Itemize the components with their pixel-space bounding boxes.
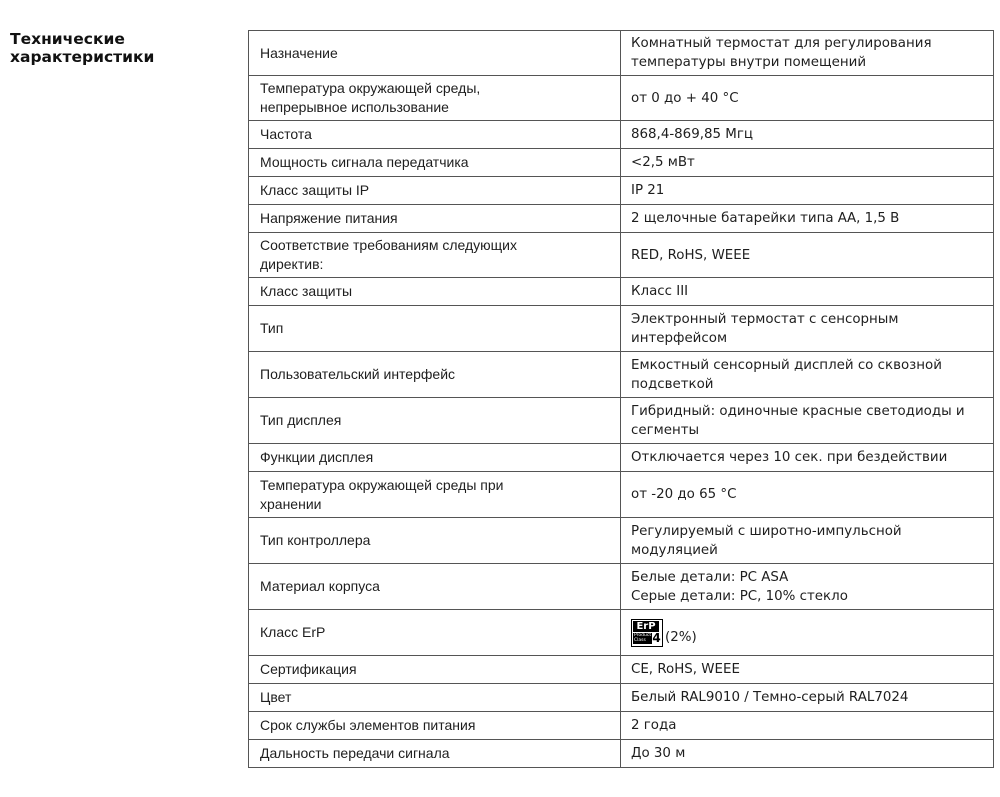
spec-value-line: Класс III bbox=[631, 284, 689, 299]
spec-parameter bbox=[249, 740, 621, 768]
spec-parameter bbox=[249, 306, 621, 352]
spec-parameter-line: Класс ErP bbox=[260, 624, 326, 640]
spec-value-line: Серые детали: PC, 10% стекло bbox=[631, 588, 848, 604]
spec-parameter bbox=[249, 472, 621, 518]
table-row bbox=[249, 712, 994, 740]
spec-parameter-line: Частота bbox=[260, 126, 312, 142]
spec-value-line: Регулируемый с широтно-импульсной bbox=[631, 523, 902, 539]
spec-value-line: температуры внутри помещений bbox=[631, 55, 867, 70]
table-row bbox=[249, 444, 994, 472]
erp-product-class-line: Product bbox=[634, 632, 652, 638]
spec-parameter-line: Напряжение питания bbox=[260, 210, 398, 226]
spec-value bbox=[621, 306, 994, 352]
table-row bbox=[249, 684, 994, 712]
table-row bbox=[249, 564, 994, 610]
section-title-line: Технические bbox=[10, 30, 125, 48]
spec-value bbox=[621, 121, 994, 149]
spec-value bbox=[621, 564, 994, 610]
spec-parameter bbox=[249, 518, 621, 564]
spec-parameter-line: Цвет bbox=[260, 689, 292, 705]
spec-value-line: IP 21 bbox=[631, 183, 665, 198]
spec-value bbox=[621, 472, 994, 518]
spec-parameter-line: Соответствие требованиям следующих bbox=[260, 237, 517, 253]
spec-parameter-line: Пользовательский интерфейс bbox=[260, 366, 456, 382]
table-row bbox=[249, 740, 994, 768]
spec-parameter bbox=[249, 233, 621, 278]
spec-parameter bbox=[249, 610, 621, 656]
spec-value-line: Отключается через 10 сек. при бездействии bbox=[631, 450, 948, 465]
section-title bbox=[10, 30, 210, 66]
spec-value bbox=[621, 518, 994, 564]
spec-parameter-line: Температура окружающей среды, bbox=[260, 80, 481, 96]
spec-parameter bbox=[249, 444, 621, 472]
spec-parameter bbox=[249, 684, 621, 712]
spec-value-line: Белые детали: PC ASA bbox=[631, 569, 789, 585]
spec-value bbox=[621, 398, 994, 444]
spec-parameter-line: Класс защиты bbox=[260, 283, 353, 299]
spec-value-line: сегменты bbox=[631, 422, 700, 438]
spec-value bbox=[621, 205, 994, 233]
table-row bbox=[249, 233, 994, 278]
spec-value-line: <2,5 мВт bbox=[631, 155, 695, 170]
spec-parameter bbox=[249, 177, 621, 205]
table-row bbox=[249, 518, 994, 564]
spec-parameter bbox=[249, 278, 621, 306]
spec-value-line: Электронный термостат с сенсорным bbox=[631, 311, 899, 327]
spec-value bbox=[621, 76, 994, 121]
spec-parameter bbox=[249, 352, 621, 398]
erp-label: ErP bbox=[633, 621, 659, 632]
table-row bbox=[249, 352, 994, 398]
table-row bbox=[249, 177, 994, 205]
spec-value bbox=[621, 610, 994, 656]
specs-table-body bbox=[249, 31, 994, 768]
spec-value-line: Белый RAL9010 / Темно-серый RAL7024 bbox=[631, 690, 909, 705]
spec-value-line: 2 щелочные батарейки типа АА, 1,5 В bbox=[631, 211, 900, 226]
section-title-line: характеристики bbox=[10, 48, 155, 66]
erp-class-icon bbox=[631, 619, 663, 647]
spec-value bbox=[621, 740, 994, 768]
spec-value-line: RED, RoHS, WEEE bbox=[631, 247, 751, 263]
spec-parameter-line: Назначение bbox=[260, 44, 338, 61]
spec-parameter-line: Сертификация bbox=[260, 661, 357, 677]
table-row bbox=[249, 472, 994, 518]
spec-parameter bbox=[249, 76, 621, 121]
table-row bbox=[249, 121, 994, 149]
spec-value bbox=[621, 352, 994, 398]
spec-parameter bbox=[249, 564, 621, 610]
spec-parameter-line: Мощность сигнала передатчика bbox=[260, 154, 469, 170]
spec-parameter-line: Тип bbox=[260, 320, 284, 336]
spec-value bbox=[621, 31, 994, 76]
spec-value-line: Комнатный термостат для регулирования bbox=[631, 36, 932, 51]
table-row bbox=[249, 76, 994, 121]
spec-parameter-line: Класс защиты IP bbox=[260, 182, 370, 198]
spec-parameter bbox=[249, 656, 621, 684]
spec-parameter-line: Дальность передачи сигнала bbox=[260, 745, 450, 761]
spec-parameter-line: Тип дисплея bbox=[260, 412, 342, 428]
spec-parameter-line: Тип контроллера bbox=[260, 532, 371, 548]
spec-value-line: от -20 до 65 °C bbox=[631, 487, 737, 502]
spec-value-line: CE, RoHS, WEEE bbox=[631, 662, 740, 677]
spec-value-line: Гибридный: одиночные красные светодиоды и bbox=[631, 403, 965, 419]
spec-value-line: До 30 м bbox=[631, 746, 686, 761]
spec-value-line: модуляцией bbox=[631, 542, 718, 558]
spec-value-line: 2 года bbox=[631, 718, 677, 733]
spec-parameter-line: Температура окружающей среды при bbox=[260, 476, 504, 493]
spec-parameter bbox=[249, 31, 621, 76]
table-row bbox=[249, 656, 994, 684]
spec-parameter-line: Материал корпуса bbox=[260, 578, 380, 594]
table-row bbox=[249, 398, 994, 444]
spec-value-line: подсветкой bbox=[631, 376, 714, 392]
spec-value-line: Емкостный сенсорный дисплей со сквозной bbox=[631, 357, 942, 373]
table-row bbox=[249, 205, 994, 233]
spec-parameter-line: Функции дисплея bbox=[260, 449, 374, 465]
spec-parameter bbox=[249, 205, 621, 233]
table-row bbox=[249, 610, 994, 656]
spec-parameter-line: непрерывное использование bbox=[260, 99, 449, 115]
spec-value-line: от 0 до + 40 °C bbox=[631, 90, 739, 106]
spec-value bbox=[621, 684, 994, 712]
spec-value bbox=[621, 278, 994, 306]
erp-class-number: 4 bbox=[652, 630, 661, 645]
spec-value bbox=[621, 444, 994, 472]
spec-parameter-line: Срок службы элементов питания bbox=[260, 717, 476, 733]
spec-value-line: интерфейсом bbox=[631, 330, 728, 346]
spec-value bbox=[621, 177, 994, 205]
erp-product-class-line: Class bbox=[634, 637, 646, 643]
spec-value bbox=[621, 233, 994, 278]
table-row bbox=[249, 306, 994, 352]
spec-value-line: 868,4-869,85 Мгц bbox=[631, 127, 753, 142]
spec-value bbox=[621, 712, 994, 740]
spec-value bbox=[621, 149, 994, 177]
spec-value-line: (2%) bbox=[665, 629, 697, 645]
spec-parameter bbox=[249, 121, 621, 149]
spec-value bbox=[621, 656, 994, 684]
spec-parameter bbox=[249, 149, 621, 177]
table-row bbox=[249, 31, 994, 76]
spec-parameter-line: директив: bbox=[260, 256, 324, 272]
spec-parameter bbox=[249, 398, 621, 444]
spec-parameter bbox=[249, 712, 621, 740]
table-row bbox=[249, 149, 994, 177]
erp-product-class-label bbox=[633, 633, 652, 644]
table-row bbox=[249, 278, 994, 306]
specs-table bbox=[248, 30, 994, 768]
spec-parameter-line: хранении bbox=[260, 495, 322, 512]
